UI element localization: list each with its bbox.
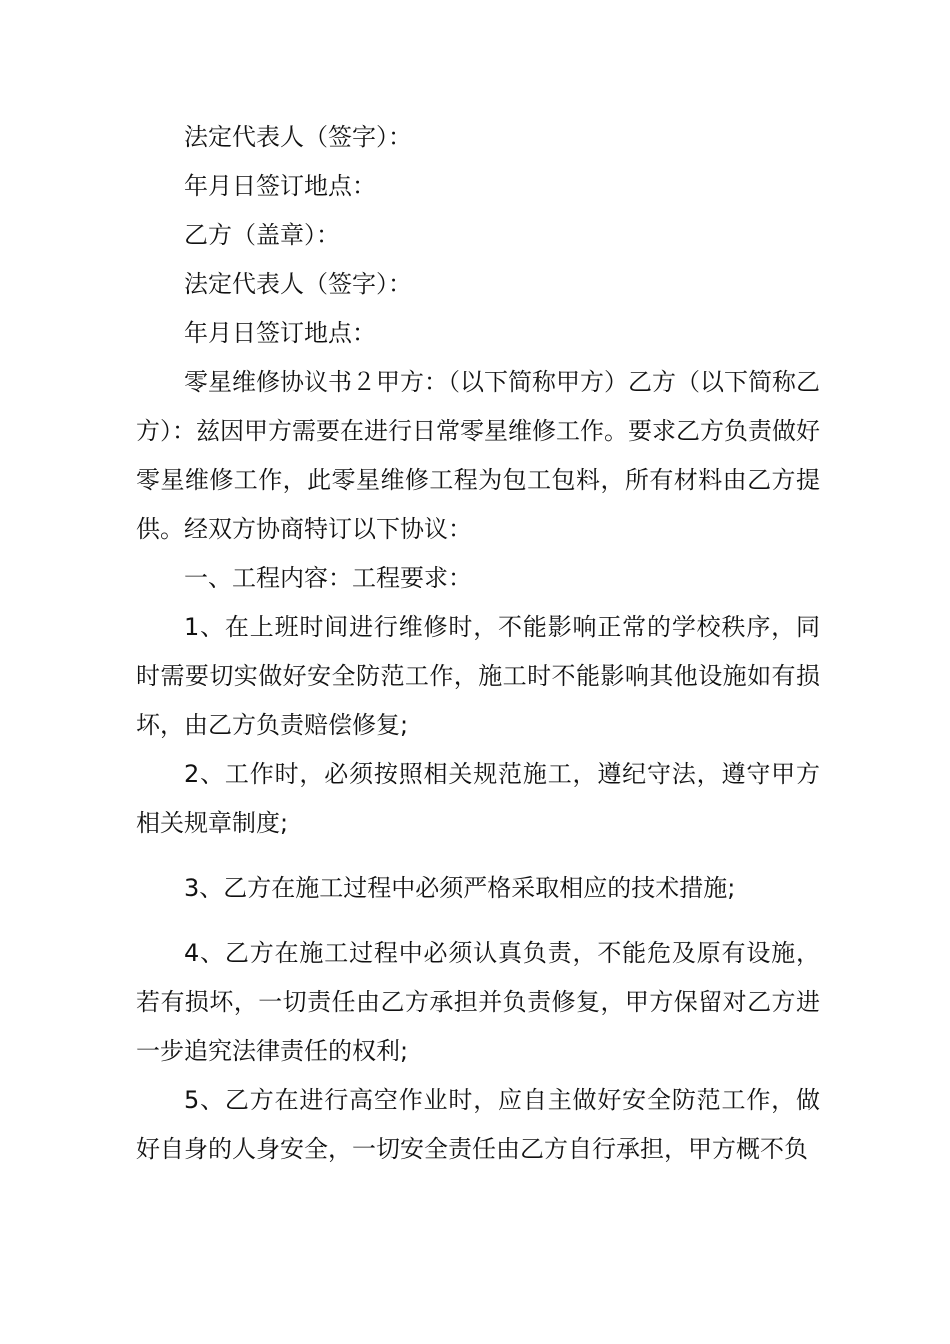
paragraph-agreement-intro: 零星维修协议书２甲方：（以下简称甲方）乙方（以下简称乙方）：兹因甲方需要在进行日常零星维修工作。要求乙方负责做好零星维修工作，此零星维修工程为包工包料，所有材料由乙方提供。经双方协商特订以下协议： <box>136 368 820 543</box>
paragraph-date-place-2: 年月日签订地点： <box>184 319 376 347</box>
document-body <box>136 113 820 1174</box>
paragraph-section-heading: 一、工程内容：工程要求： <box>184 564 472 592</box>
paragraph-party-b-seal: 乙方（盖章）： <box>184 221 340 249</box>
paragraph-clause-4: 4、乙方在施工过程中必须认真负责，不能危及原有设施，若有损坏，一切责任由乙方承担并负责修复，甲方保留对乙方进一步追究法律责任的权利; <box>136 939 820 1065</box>
paragraph-clause-1: 1、在上班时间进行维修时，不能影响正常的学校秩序，同时需要切实做好安全防范工作，施工时不能影响其他设施如有损坏，由乙方负责赔偿修复; <box>136 613 820 739</box>
paragraph-legal-rep-signature-1: 法定代表人（签字）： <box>184 123 412 151</box>
paragraph-clause-3: 3、乙方在施工过程中必须严格采取相应的技术措施; <box>184 874 736 902</box>
paragraph-clause-5: 5、乙方在进行高空作业时，应自主做好安全防范工作，做好自身的人身安全，一切安全责任由乙方自行承担，甲方概不负 <box>136 1086 820 1163</box>
paragraph-clause-2: 2、工作时，必须按照相关规范施工，遵纪守法，遵守甲方相关规章制度; <box>136 760 820 837</box>
paragraph-legal-rep-signature-2: 法定代表人（签字）： <box>184 270 412 298</box>
paragraph-date-place-1: 年月日签订地点： <box>184 172 376 200</box>
